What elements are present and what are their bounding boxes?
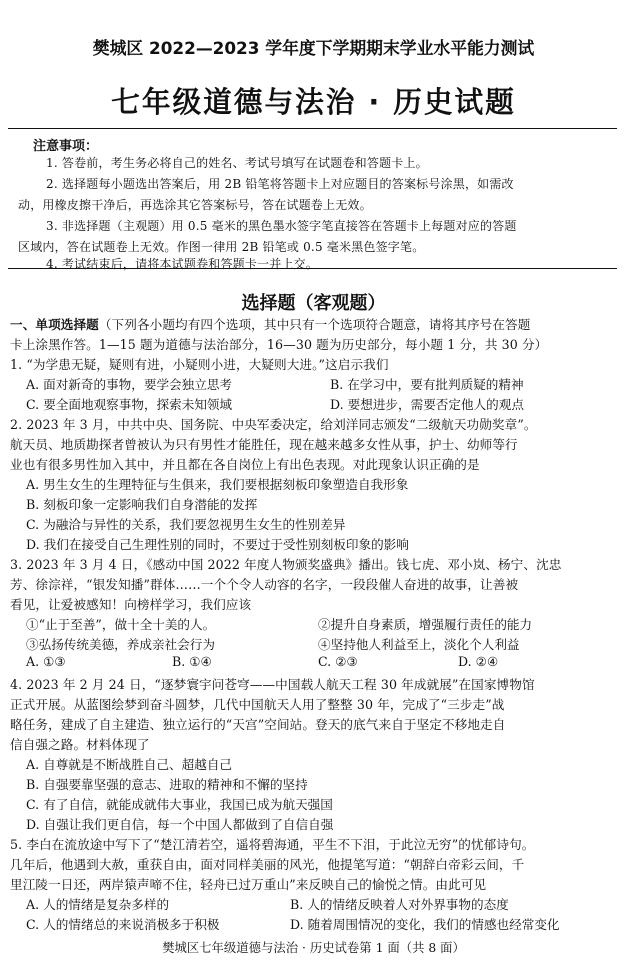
- question-stem: 正式开展。从蓝图绘梦到奋斗圆梦，几代中国航天人用了整整 30 年，完成了“三步走”战: [10, 697, 505, 712]
- option-a: A. 男生女生的生理特征与生俱来，我们要根据刻板印象塑造自我形象: [26, 477, 409, 492]
- notice-heading: 注意事项：: [33, 139, 99, 154]
- question-stem: 航天员、地质勘探者曾被认为只有男性才能胜任，现在越来越多女性从事，护士、幼师等行: [10, 437, 518, 452]
- option-d: D. 自强让我们更自信，每一个中国人都做到了自信自强: [26, 817, 334, 832]
- school-exam-title: 樊城区 2022—2023 学年度下学期期末学业水平能力测试: [92, 39, 535, 59]
- section-intro: [10, 314, 530, 333]
- option-c: C. 为融洽与异性的关系，我们要忽视男生女生的性别差异: [26, 517, 346, 532]
- statement-2: ②提升自身素质，增强履行责任的能力: [318, 617, 533, 632]
- notice-line: 2. 选择题每小题选出答案后，用 2B 铅笔将答题卡上对应题目的答案标号涂黑，如需改: [46, 177, 514, 191]
- question-stem: 5. 李白在流放途中写下了“楚江清若空，遥将碧海通，平生不下泪，于此泣无穷”的忧郁诗句。: [10, 837, 535, 852]
- section-intro-text: （下列各小题均有四个选项，其中只有一个选项符合题意，请将其序号在答题: [98, 317, 531, 332]
- notice-line: 1. 答卷前，考生务必将自己的姓名、考试号填写在试题卷和答题卡上。: [46, 156, 428, 170]
- question-stem: 业也有很多男性加入其中，并且都在各自岗位上有出色表现。对此现象认识正确的是: [10, 457, 480, 472]
- statement-4: ④坚持他人利益至上，淡化个人利益: [318, 637, 520, 652]
- option-d: D. 随着周围情况的变化，我们的情感也经常变化: [290, 917, 560, 932]
- question-stem: 看见，让爱被感知！向榜样学习，我们应该: [10, 597, 252, 612]
- option-c: C. ②③: [318, 654, 358, 669]
- section-intro-label: 一、单项选择题: [10, 317, 99, 332]
- question-stem: 4. 2023 年 2 月 24 日，“逐梦寰宇问苍穹——中国载人航天工程 30 年成就展”在国家博物馆: [10, 677, 535, 692]
- option-c: C. 有了自信，就能成就伟大事业，我国已成为航天强国: [26, 797, 333, 812]
- option-a: A. 自尊就是不断战胜自己、超越自己: [26, 757, 233, 772]
- notice-line: 区域内，答在试题卷上无效。作图一律用 2B 铅笔或 0.5 毫米黑色签字笔。: [18, 240, 425, 254]
- notice-line: 动，用橡皮擦干净后，再选涂其它答案标号，答在试题卷上无效。: [18, 198, 372, 212]
- option-b: B. 人的情绪反映着人对外界事物的态度: [290, 897, 509, 912]
- option-b: B. 刻板印象一定影响我们自身潜能的发挥: [26, 497, 258, 512]
- question-stem: 2. 2023 年 3 月，中共中央、国务院、中央军委决定，给刘洋同志颁发“二级航天功勋奖章”。: [10, 417, 537, 432]
- question-stem: 1. “为学患无疑，疑则有进，小疑则小进，大疑则大进。”这启示我们: [10, 357, 389, 372]
- question-stem: 里江陵一日还，两岸猿声啼不住，轻舟已过万重山”来反映自己的愉悦之情。由此可见: [10, 877, 487, 892]
- option-a: A. ①③: [26, 654, 66, 669]
- option-d: D. 我们在接受自己生理性别的同时，不要过于受性别刻板印象的影响: [26, 537, 409, 552]
- option-b: B. 自强要靠坚强的意志、进取的精神和不懈的坚持: [26, 777, 308, 792]
- statement-1: ①“止于至善”，做十全十美的人。: [26, 617, 216, 632]
- option-d: D. ②④: [458, 654, 499, 669]
- question-stem: 3. 2023 年 3 月 4 日，《感动中国 2022 年度人物颁奖盛典》播出。钱七虎、邓小岚、杨宁、沈忠: [10, 557, 562, 572]
- option-b: B. 在学习中，要有批判质疑的精神: [330, 377, 524, 392]
- page-footer: 樊城区七年级道德与法治 · 历史试卷第 1 面（共 8 面）: [162, 940, 465, 955]
- option-d: D. 要想进步，需要否定他人的观点: [330, 397, 524, 412]
- option-c: C. 要全面地观察事物，探索未知领域: [26, 397, 233, 412]
- option-b: B. ①④: [172, 654, 212, 669]
- option-a: A. 人的情绪是复杂多样的: [26, 897, 170, 912]
- section-title: 选择题（客观题）: [241, 293, 386, 314]
- notice-box: [8, 128, 617, 269]
- question-stem: 信自强之路。材料体现了: [10, 737, 150, 752]
- paper-title: 七年级道德与法治 · 历史试题: [111, 85, 516, 119]
- notice-line: 4. 考试结束后，请将本试题卷和答题卡一并上交。: [46, 257, 319, 271]
- notice-line: 3. 非选择题（主观题）用 0.5 毫米的黑色墨水签字笔直接答在答题卡上每题对应的答题: [46, 219, 517, 233]
- question-stem: 芳、徐淙祥，“银发知播”群体……一个个令人动容的名字，一段段催人奋进的故事，让善被: [10, 577, 519, 592]
- statement-3: ③弘扬传统美德，养成亲社会行为: [26, 637, 215, 652]
- option-c: C. 人的情绪总的来说消极多于积极: [26, 917, 220, 932]
- question-stem: 略任务，建成了自主建造、独立运行的“天宫”空间站。登天的底气来自于坚定不移地走自: [10, 717, 506, 732]
- option-a: A. 面对新奇的事物，要学会独立思考: [26, 377, 233, 392]
- section-intro-continued: 卡上涂黑作答。1—15 题为道德与法治部分，16—30 题为历史部分，每小题 1 分，共 30 分）: [10, 337, 548, 352]
- question-stem: 几年后，他遇到大赦，重获自由，面对同样美丽的风光，他提笔写道：“朝辞白帝彩云间，千: [10, 857, 525, 872]
